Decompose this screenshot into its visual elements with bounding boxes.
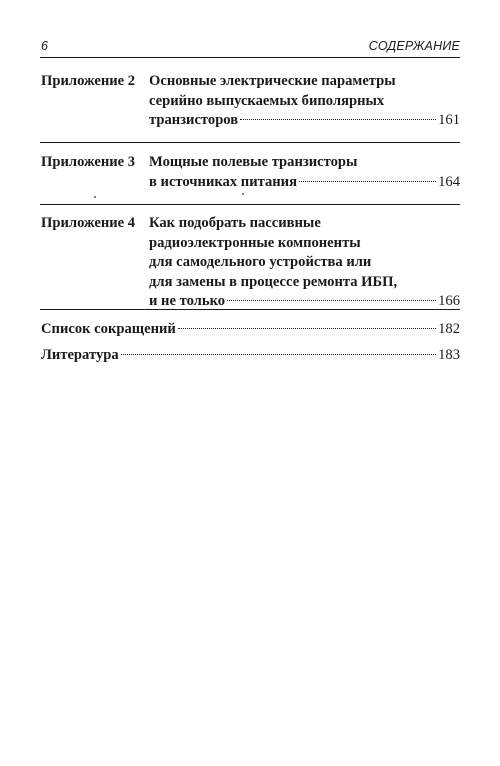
appendix-title-line: и не только	[149, 293, 226, 309]
appendix-title-line: для самодельного устройства или	[149, 254, 372, 270]
page-number: 6	[41, 39, 48, 53]
page-ref: 164	[438, 173, 460, 190]
section-separator	[40, 309, 460, 310]
page-ref: 182	[438, 321, 460, 337]
appendix-title-line: транзисторов	[149, 112, 239, 128]
appendix-title-line: серийно выпускаемых биполярных	[149, 92, 385, 109]
entry-title: Литература	[41, 347, 119, 363]
print-speck	[242, 193, 244, 195]
page-ref: 161	[438, 112, 460, 128]
appendix-label: Приложение 4	[41, 215, 136, 231]
running-title: СОДЕРЖАНИЕ	[368, 39, 460, 53]
running-header	[40, 37, 460, 59]
dot-leader	[299, 181, 436, 182]
print-speck	[94, 196, 96, 198]
appendix-title-line: для замены в процессе ремонта ИБП,	[149, 273, 398, 290]
section-separator	[40, 204, 460, 205]
page-ref: 183	[438, 347, 460, 363]
page-ref: 166	[438, 293, 460, 309]
toc-entry-abbreviations[interactable]	[41, 320, 460, 340]
header-rule	[40, 57, 460, 58]
section-separator	[40, 142, 460, 143]
appendix-title-line: в источниках питания	[149, 173, 297, 190]
entry-title: Список сокращений	[41, 321, 176, 337]
appendix-label: Приложение 2	[41, 73, 136, 89]
dot-leader	[240, 119, 436, 120]
dot-leader	[178, 328, 436, 329]
appendix-title-line: Основные электрические параметры	[149, 73, 396, 89]
appendix-title-line: Как подобрать пассивные	[149, 215, 321, 231]
toc-entry-literature[interactable]	[41, 346, 460, 366]
dot-leader	[227, 300, 436, 301]
dot-leader	[121, 354, 436, 355]
appendix-title-line: Мощные полевые транзисторы	[149, 154, 358, 170]
appendix-label: Приложение 3	[41, 154, 136, 170]
appendix-title-line: радиоэлектронные компоненты	[149, 234, 361, 251]
